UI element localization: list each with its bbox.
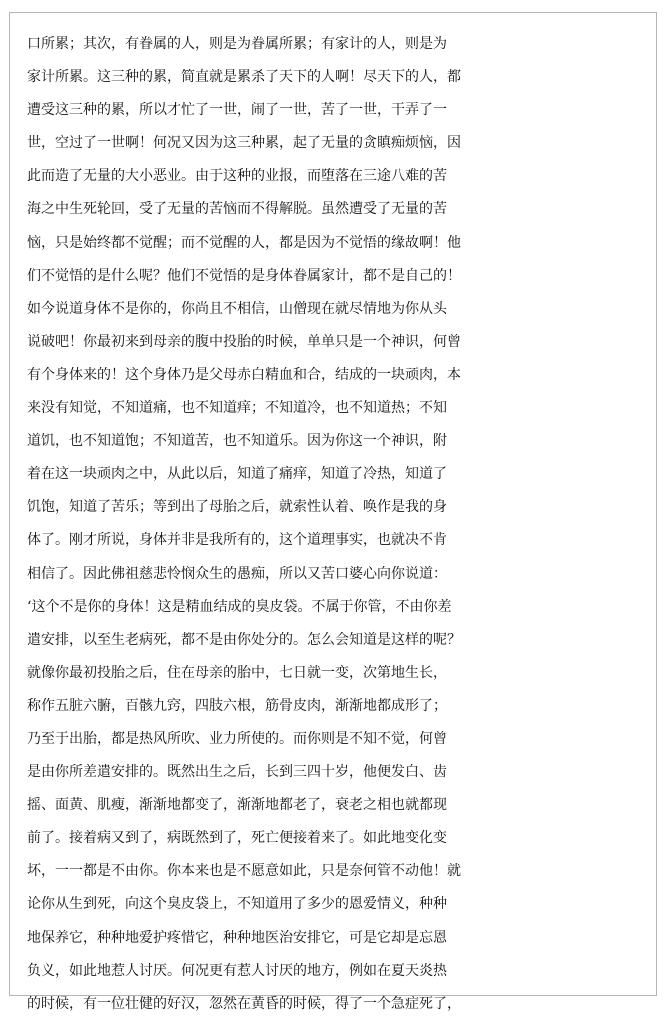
text-line: 恼，只是始终都不觉醒；而不觉醒的人，都是因为不觉悟的缘故啊！他	[27, 234, 461, 251]
text-line: 口所累；其次，有眷属的人，则是为眷属所累；有家计的人，则是为	[27, 36, 447, 52]
text-line: 如今说道身体不是你的，你尚且不相信，山僧现在就尽情地为你从头	[27, 300, 447, 317]
text-line: 们不觉悟的是什么呢？他们不觉悟的是身体眷属家计，都不是自己的！	[27, 267, 461, 284]
text-line: 就像你最初投胎之后，住在母亲的胎中，七日就一变，次第地生长，	[27, 664, 447, 681]
text-line: 前了。接着病又到了，病既然到了，死亡便接着来了。如此地变化变	[27, 830, 447, 847]
text-line: 负义，如此地惹人讨厌。何况更有惹人讨厌的地方，例如在夏天炎热	[27, 962, 447, 979]
text-line: 饥饱，知道了苦乐；等到出了母胎之后，就索性认着、唤作是我的身	[27, 499, 447, 516]
text-line: 海之中生死轮回，受了无量的苦恼而不得解脱。虽然遭受了无量的苦	[27, 201, 447, 218]
text-line: 的时候，有一位壮健的好汉，忽然在黄昏的时候，得了一个急症死了，	[27, 995, 461, 1012]
text-line: 遣安排，以至生老病死，都不是由你处分的。怎么会知道是这样的呢？	[27, 631, 461, 648]
text-line: 相信了。因此佛祖慈悲怜悯众生的愚痴，所以又苦口婆心向你说道：	[27, 565, 447, 582]
document-body	[27, 28, 639, 1021]
text-line: 有个身体来的！这个身体乃是父母赤白精血和合，结成的一块顽肉，本	[27, 366, 461, 383]
text-line: 家计所累。这三种的累，简直就是累杀了天下的人啊！尽天下的人，都	[27, 69, 461, 86]
text-line: 世，空过了一世啊！何况又因为这三种累，起了无量的贪瞋痴烦恼，因	[27, 135, 461, 152]
text-line: 坏，一一都是不由你。你本来也是不愿意如此，只是奈何管不动他！就	[27, 863, 461, 880]
text-line: 来没有知觉，不知道痛，也不知道痒；不知道冷，也不知道热；不知	[27, 400, 447, 417]
text-line: 道饥，也不知道饱；不知道苦，也不知道乐。因为你这一个神识，附	[27, 433, 447, 450]
text-line: 是由你所差遣安排的。既然出生之后，长到三四十岁，他便发白、齿	[27, 764, 447, 781]
text-line: 称作五脏六腑，百骸九窍，四肢六根，筋骨皮肉，渐渐地都成形了；	[27, 697, 447, 714]
text-line: 论你从生到死，向这个臭皮袋上，不知道用了多少的恩爱情义，种种	[27, 896, 447, 913]
text-line: ‘这个不是你的身体！这是精血结成的臭皮袋。不属于你管，不由你差	[27, 598, 452, 615]
text-line: 着在这一块顽肉之中，从此以后，知道了痛痒，知道了冷热，知道了	[27, 466, 447, 483]
text-line: 地保养它，种种地爱护疼惜它，种种地医治安排它，可是它却是忘恩	[27, 929, 447, 946]
text-line: 遭受这三种的累，所以才忙了一世，闹了一世，苦了一世，干弄了一	[27, 102, 447, 119]
text-line: 体了。刚才所说，身体并非是我所有的，这个道理事实，也就决不肯	[27, 532, 447, 549]
text-line: 说破吧！你最初来到母亲的腹中投胎的时候，单单只是一个神识，何曾	[27, 333, 461, 350]
text-line: 摇、面黄、肌瘦，渐渐地都变了，渐渐地都老了，衰老之相也就都现	[27, 797, 447, 814]
text-line: 此而造了无量的大小恶业。由于这种的业报，而堕落在三途八难的苦	[27, 168, 447, 185]
text-line: 乃至于出胎，都是热风所吹、业力所使的。而你则是不知不觉，何曾	[27, 730, 447, 747]
